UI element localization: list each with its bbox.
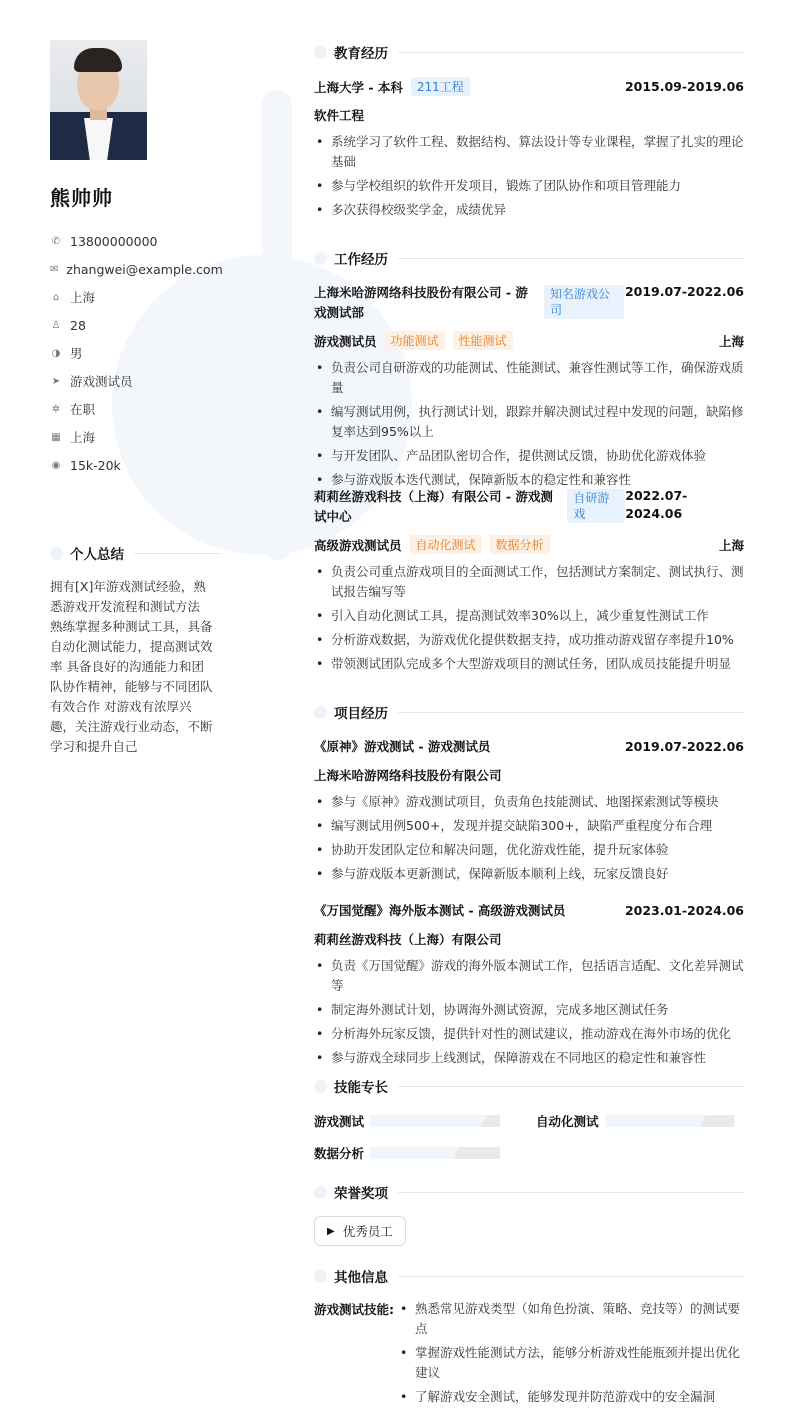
list-item: • 负责公司重点游戏项目的全面测试工作，包括测试方案制定、测试执行、测试报告编写等 xyxy=(314,562,744,602)
info-item xyxy=(50,227,220,255)
work-heading xyxy=(314,248,744,268)
section-dot-icon xyxy=(50,547,63,560)
job-role-row xyxy=(314,331,744,350)
list-item: • 参与游戏版本更新测试，保障新版本顺利上线，玩家反馈良好 xyxy=(314,864,744,884)
project-row xyxy=(314,901,744,919)
list-item: • 与开发团队、产品团队密切合作，提供测试反馈，协助优化游戏体验 xyxy=(314,446,744,466)
skill-level-fill xyxy=(605,1115,706,1127)
job-city: 上海 xyxy=(718,537,744,553)
info-item xyxy=(50,255,223,283)
age-icon: ♙ xyxy=(51,319,61,331)
job-row xyxy=(314,487,744,527)
skill-tag: 功能测试 xyxy=(385,331,445,350)
list-item: • 了解游戏安全测试，能够发现并防范游戏中的安全漏洞 xyxy=(398,1387,744,1407)
section-dot-icon xyxy=(314,1186,327,1199)
info-item xyxy=(50,283,220,311)
education-row xyxy=(314,77,744,96)
list-item: • 制定海外测试计划，协调海外测试资源，完成多地区测试任务 xyxy=(314,1000,744,1020)
phone-icon: ✆ xyxy=(51,235,61,247)
company-tag: 自研游戏 xyxy=(567,489,625,523)
school-tag: 211工程 xyxy=(411,77,470,96)
section-dot-icon xyxy=(314,46,327,59)
info-item xyxy=(50,339,220,367)
section-dot-icon xyxy=(314,252,327,265)
divider xyxy=(134,553,220,554)
skill-level-fill xyxy=(370,1147,458,1159)
status-text: 在职 xyxy=(70,402,96,417)
school-name: 上海大学 - 本科 xyxy=(314,79,403,95)
award-item[interactable] xyxy=(314,1216,406,1246)
section-dot-icon xyxy=(314,706,327,719)
education-heading xyxy=(314,42,744,62)
other-bullets xyxy=(398,1299,744,1411)
skill-tag: 数据分析 xyxy=(490,535,550,554)
info-item xyxy=(50,311,220,339)
position-text: 游戏测试员 xyxy=(70,374,133,389)
summary-text: 拥有[X]年游戏测试经验，熟悉游戏开发流程和测试方法 熟练掌握多种测试工具，具备自动化测试能力，提高测试效率 具备良好的沟通能力和团队协作精神，能够与不同团队有效合作 对游戏有浓厚兴趣，关注游戏行业动态，不断学习和提升自己 xyxy=(50,579,213,754)
list-item: • 参与学校组织的软件开发项目，锻炼了团队协作和项目管理能力 xyxy=(314,176,744,196)
job-role: 游戏测试员 xyxy=(314,333,377,349)
list-item: • 编写测试用例500+，发现并提交缺陷300+，缺陷严重程度分布合理 xyxy=(314,816,744,836)
education-date: 2015.09-2019.06 xyxy=(624,79,744,94)
building-icon: ▦ xyxy=(51,431,61,443)
section-title: 技能专长 xyxy=(334,1080,388,1096)
job-date: 2019.07-2022.06 xyxy=(624,284,744,299)
work-city-text: 上海 xyxy=(70,430,96,445)
background-decoration xyxy=(262,90,292,560)
awards-heading xyxy=(314,1182,744,1202)
phone-text: 13800000000 xyxy=(70,233,158,249)
skill-tag: 自动化测试 xyxy=(410,535,482,554)
contact-info-list xyxy=(50,227,223,479)
send-icon: ➤ xyxy=(51,375,61,387)
skills-heading xyxy=(314,1076,744,1096)
company-tag: 知名游戏公司 xyxy=(544,285,624,319)
skill-item xyxy=(314,1112,500,1130)
list-item: • 负责《万国觉醒》游戏的海外版本测试工作，包括语言适配、文化差异测试等 xyxy=(314,956,744,996)
section-title: 项目经历 xyxy=(334,706,388,722)
company-name: 上海米哈游网络科技股份有限公司 - 游戏测试部 xyxy=(314,285,528,320)
section-dot-icon xyxy=(314,1270,327,1283)
profile-sidebar xyxy=(50,40,223,479)
skill-level-bar xyxy=(605,1115,735,1127)
list-item: • 多次获得校级奖学金，成绩优异 xyxy=(314,200,744,220)
list-item: • 分析海外玩家反馈，提供针对性的测试建议，推动游戏在海外市场的优化 xyxy=(314,1024,744,1044)
section-title: 其他信息 xyxy=(334,1270,388,1286)
project-row xyxy=(314,737,744,755)
info-item xyxy=(50,367,220,395)
divider xyxy=(398,1086,744,1087)
section-title: 荣誉奖项 xyxy=(334,1186,388,1202)
section-title: 工作经历 xyxy=(334,252,388,268)
skill-item xyxy=(314,1144,500,1162)
divider xyxy=(398,712,744,713)
project-company: 上海米哈游网络科技股份有限公司 xyxy=(314,768,502,783)
list-item: • 参与游戏版本迭代测试，保障新版本的稳定性和兼容性 xyxy=(314,470,744,490)
home-icon: ⌂ xyxy=(52,291,60,303)
job-bullets xyxy=(314,358,744,494)
list-item: • 编写测试用例，执行测试计划，跟踪并解决测试过程中发现的问题，缺陷修复率达到95%以上 xyxy=(314,402,744,442)
skill-name: 游戏测试 xyxy=(314,1114,365,1129)
project-bullets xyxy=(314,956,744,1072)
age-text: 28 xyxy=(70,317,86,333)
skill-name: 数据分析 xyxy=(314,1146,365,1161)
summary-heading xyxy=(50,543,220,563)
status-icon: ✲ xyxy=(51,403,61,415)
list-item: • 协助开发团队定位和解决问题，优化游戏性能，提升玩家体验 xyxy=(314,840,744,860)
divider xyxy=(398,258,744,259)
list-item: • 分析游戏数据，为游戏优化提供数据支持，成功推动游戏留存率提升10% xyxy=(314,630,744,650)
play-icon: ▶ xyxy=(327,1225,335,1237)
skill-item xyxy=(536,1112,735,1130)
salary-text: 15k-20k xyxy=(70,457,121,473)
other-heading xyxy=(314,1266,744,1286)
gender-text: 男 xyxy=(70,346,83,361)
other-label: 游戏测试技能: xyxy=(314,1302,394,1317)
list-item: • 负责公司自研游戏的功能测试、性能测试、兼容性测试等工作，确保游戏质量 xyxy=(314,358,744,398)
job-row xyxy=(314,283,744,323)
list-item: • 系统学习了软件工程、数据结构、算法设计等专业课程，掌握了扎实的理论基础 xyxy=(314,132,744,172)
list-item: • 参与《原神》游戏测试项目，负责角色技能测试、地图探索测试等模块 xyxy=(314,792,744,812)
skill-level-bar xyxy=(370,1147,500,1159)
divider xyxy=(398,52,744,53)
list-item: • 掌握游戏性能测试方法，能够分析游戏性能瓶颈并提出优化建议 xyxy=(398,1343,744,1383)
list-item: • 引入自动化测试工具，提高测试效率30%以上，减少重复性测试工作 xyxy=(314,606,744,626)
summary-title: 个人总结 xyxy=(70,547,124,563)
section-title: 教育经历 xyxy=(334,46,388,62)
job-bullets xyxy=(314,562,744,678)
job-role: 高级游戏测试员 xyxy=(314,537,402,553)
project-bullets xyxy=(314,792,744,888)
email-icon: ✉ xyxy=(50,263,59,275)
education-bullets xyxy=(314,132,744,224)
divider xyxy=(398,1192,744,1193)
job-date: 2022.07-2024.06 xyxy=(625,488,688,521)
location-text: 上海 xyxy=(70,290,96,305)
avatar xyxy=(50,40,147,160)
skill-tag: 性能测试 xyxy=(453,331,513,350)
company-name: 莉莉丝游戏科技（上海）有限公司 - 游戏测试中心 xyxy=(314,489,553,524)
section-dot-icon xyxy=(314,1080,327,1093)
project-name: 《原神》游戏测试 - 游戏测试员 xyxy=(314,739,491,754)
project-company: 莉莉丝游戏科技（上海）有限公司 xyxy=(314,932,502,947)
project-date: 2019.07-2022.06 xyxy=(624,738,744,754)
gender-icon: ◑ xyxy=(51,347,61,359)
profile-name: 熊帅帅 xyxy=(50,186,113,210)
skill-name: 自动化测试 xyxy=(536,1114,599,1129)
info-item xyxy=(50,423,220,451)
email-text: zhangwei@example.com xyxy=(66,261,223,277)
project-name: 《万国觉醒》海外版本测试 - 高级游戏测试员 xyxy=(314,903,566,918)
major-name: 软件工程 xyxy=(314,108,365,123)
salary-icon: ◉ xyxy=(51,459,61,471)
divider xyxy=(398,1276,744,1277)
list-item: • 参与游戏全球同步上线测试，保障游戏在不同地区的稳定性和兼容性 xyxy=(314,1048,744,1068)
award-label: 优秀员工 xyxy=(342,1224,393,1239)
job-role-row xyxy=(314,535,744,554)
project-date: 2023.01-2024.06 xyxy=(624,902,744,918)
projects-heading xyxy=(314,702,744,722)
skill-level-fill xyxy=(370,1115,487,1127)
list-item: • 带领测试团队完成多个大型游戏项目的测试任务，团队成员技能提升明显 xyxy=(314,654,744,674)
list-item: • 熟悉常见游戏类型（如角色扮演、策略、竞技等）的测试要点 xyxy=(398,1299,744,1339)
info-item xyxy=(50,451,220,479)
skill-level-bar xyxy=(370,1115,500,1127)
job-city: 上海 xyxy=(718,333,744,349)
info-item xyxy=(50,395,220,423)
